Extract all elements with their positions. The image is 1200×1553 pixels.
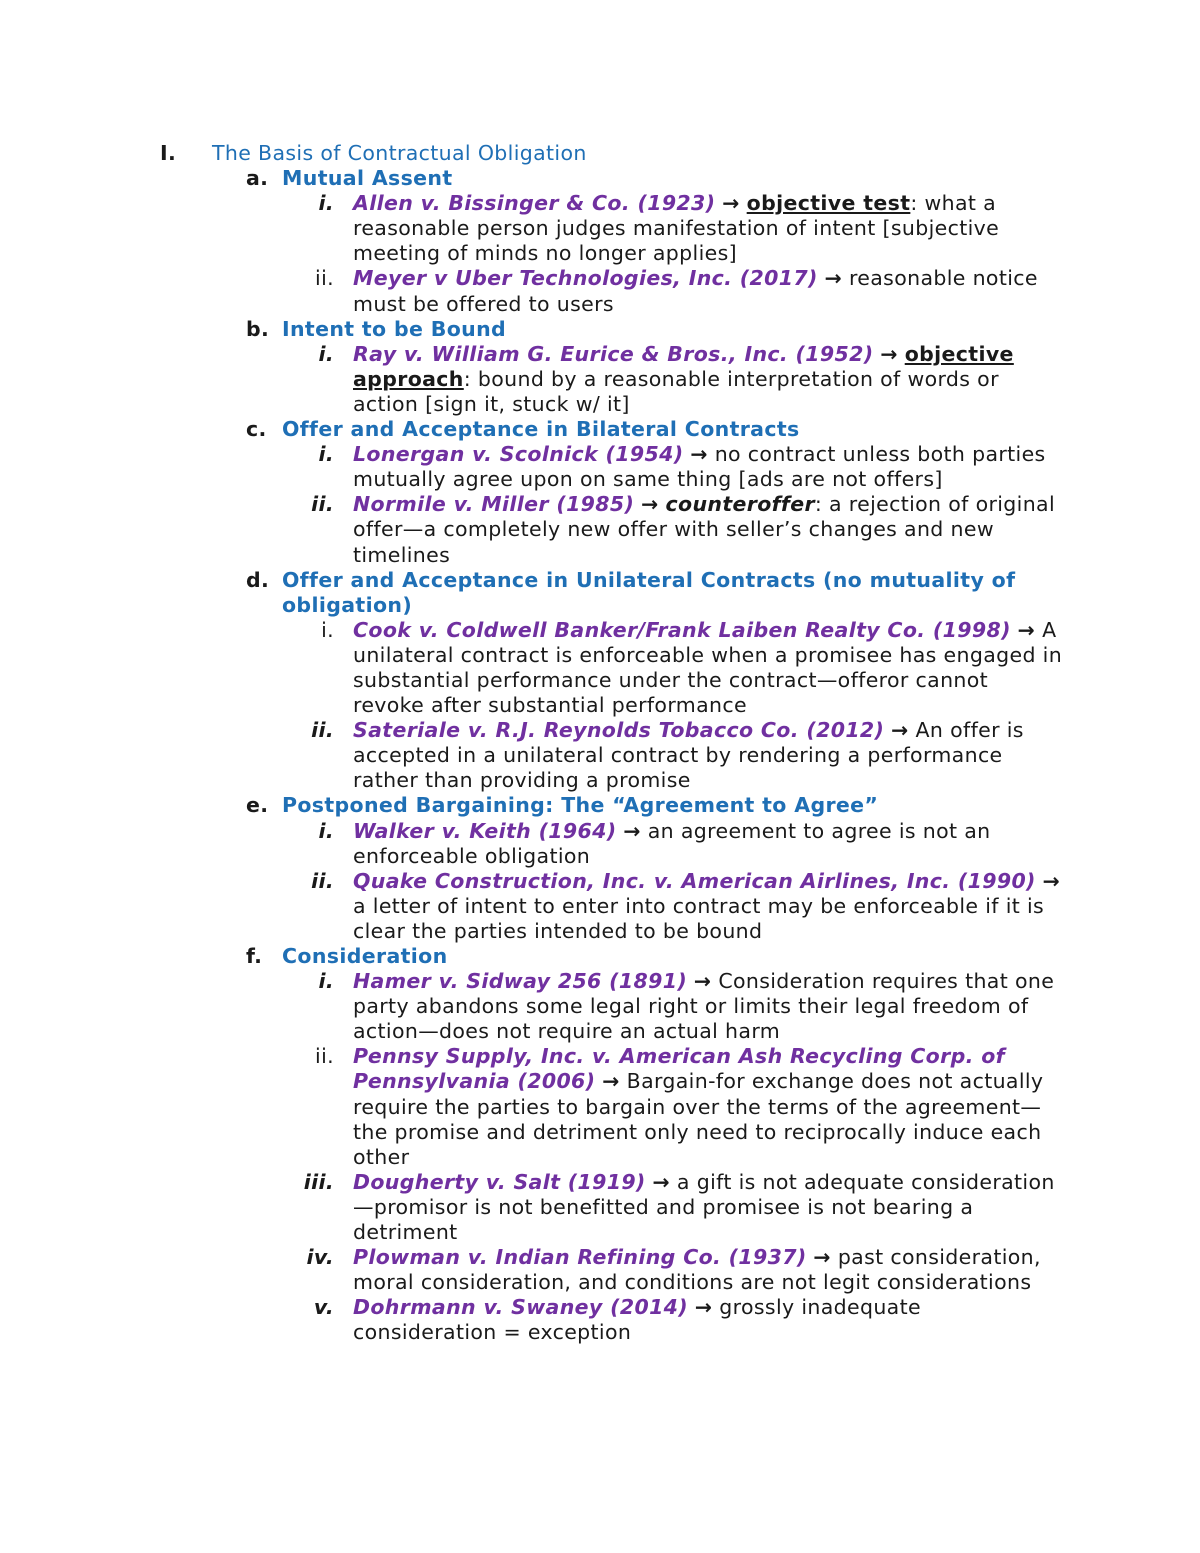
section-title: Intent to be Bound (282, 316, 507, 341)
case-name: Normile v. Miller (1985) (353, 492, 635, 517)
case-numeral: ii. (311, 492, 334, 517)
case-text (353, 969, 1063, 1044)
case-text (353, 1170, 1063, 1245)
arrow-icon: → (690, 442, 708, 467)
outline-level-1 (0, 141, 1200, 166)
case-text (353, 342, 1063, 417)
case-name: Plowman v. Indian Refining Co. (1937) (353, 1245, 807, 1270)
case-name: Allen v. Bissinger & Co. (1923) (353, 191, 716, 216)
case-item (0, 718, 1200, 793)
section-letter: f. (246, 944, 263, 968)
section-letter: c. (246, 417, 267, 442)
case-item (0, 492, 1200, 567)
section-e (0, 793, 1200, 818)
case-summary: past consideration, moral consideration, and conditions are not legit considerations (353, 1245, 1041, 1295)
section-title: Postponed Bargaining: The “Agreement to Agree” (282, 793, 879, 818)
section-title: Offer and Acceptance in Bilateral Contracts (282, 417, 800, 442)
case-summary: no contract unless both parties mutually agree upon on same thing [ads are not offers] (353, 442, 1046, 492)
case-name: Ray v. William G. Eurice & Bros., Inc. (1952) (353, 341, 874, 366)
arrow-icon: → (641, 492, 659, 517)
case-summary: Bargain-for exchange does not actually require the parties to bargain over the terms of the agreement—the promise and detriment only need to reciprocally induce each other (353, 1069, 1044, 1169)
case-item (0, 1245, 1200, 1295)
arrow-icon: → (652, 1169, 671, 1194)
case-text (353, 1044, 1063, 1169)
case-text (353, 819, 1063, 869)
case-numeral: ii. (311, 868, 334, 893)
case-text (353, 1245, 1063, 1295)
case-text (353, 869, 1063, 944)
case-numeral: i. (318, 191, 334, 216)
arrow-icon: → (813, 1245, 831, 1270)
arrow-icon: → (623, 818, 641, 843)
section-c (0, 417, 1200, 442)
case-summary: grossly inadequate consideration = exception (353, 1295, 921, 1345)
arrow-icon: → (694, 1295, 713, 1320)
case-summary: a gift is not adequate consideration—promisor is not benefitted and promisee is not bearing a detriment (353, 1169, 1055, 1245)
case-name: Sateriale v. R.J. Reynolds Tobacco Co. (2012) (353, 718, 885, 743)
case-item (0, 1044, 1200, 1169)
section-title: Mutual Assent (282, 166, 453, 191)
case-name: Dohrmann v. Swaney (2014) (353, 1295, 689, 1320)
case-item (0, 618, 1200, 718)
case-summary: reasonable notice must be offered to users (353, 266, 1038, 316)
arrow-icon: → (1042, 868, 1061, 893)
case-item (0, 442, 1200, 492)
case-summary: : what a reasonable person judges manifestation of intent [subjective meeting of minds no longer applies] (353, 191, 1000, 266)
case-name: Hamer v. Sidway 256 (1891) (353, 969, 688, 994)
case-item (0, 1295, 1200, 1345)
case-numeral: ii. (315, 266, 334, 291)
case-name: Quake Construction, Inc. v. American Airlines, Inc. (1990) (353, 868, 1036, 893)
key-term: counteroffer (665, 492, 815, 517)
case-numeral: i. (318, 818, 334, 843)
case-text (353, 442, 1063, 492)
key-term: objective test (746, 191, 911, 216)
case-summary: an agreement to agree is not an enforceable obligation (353, 818, 991, 868)
case-numeral: ii. (311, 718, 334, 743)
section-letter: d. (246, 567, 270, 592)
section-d (0, 568, 1200, 618)
section-a (0, 166, 1200, 191)
arrow-icon: → (891, 718, 909, 743)
case-name: Dougherty v. Salt (1919) (353, 1169, 646, 1194)
arrow-icon: → (693, 969, 712, 994)
case-text (353, 718, 1063, 793)
arrow-icon: → (880, 341, 898, 366)
case-summary: : a rejection of original offer—a completely new offer with seller’s changes and new timelines (353, 492, 1056, 567)
section-letter: e. (246, 793, 269, 818)
case-item (0, 191, 1200, 266)
case-text (353, 191, 1063, 266)
section-f (0, 944, 1200, 969)
case-item (0, 342, 1200, 417)
case-name: Pennsy Supply, Inc. v. American Ash Recycling Corp. of Pennsylvania (2006) (353, 1044, 1005, 1094)
case-numeral: i. (318, 969, 334, 994)
case-name: Lonergan v. Scolnick (1954) (353, 442, 684, 467)
section-title: Offer and Acceptance in Unilateral Contracts (no mutuality of obligation) (282, 567, 1016, 617)
case-text (353, 1295, 1063, 1345)
case-numeral: i. (318, 442, 334, 467)
case-summary: An offer is accepted in a unilateral contract by rendering a performance rather than providing a promise (353, 718, 1024, 793)
roman-numeral: I. (160, 141, 177, 165)
case-name: Meyer v Uber Technologies, Inc. (2017) (353, 266, 818, 291)
case-numeral: v. (313, 1295, 334, 1320)
case-item (0, 869, 1200, 944)
case-summary: : bound by a reasonable interpretation of words or action [sign it, stuck w/ it] (353, 366, 999, 416)
section-title: Consideration (282, 944, 448, 968)
case-numeral: iv. (306, 1245, 334, 1270)
case-text (353, 618, 1063, 718)
case-numeral: i. (318, 341, 334, 366)
section-letter: b. (246, 316, 270, 341)
key-term: objective approach (353, 341, 1014, 391)
arrow-icon: → (1017, 617, 1036, 642)
case-summary: Consideration requires that one party abandons some legal right or limits their legal freedom of action—does not require an actual harm (353, 969, 1055, 1044)
case-summary: a letter of intent to enter into contract may be enforceable if it is clear the parties intended to be bound (353, 893, 1045, 943)
case-item (0, 819, 1200, 869)
arrow-icon: → (824, 266, 843, 291)
case-item (0, 969, 1200, 1044)
case-summary: A unilateral contract is enforceable when a promisee has engaged in substantial performance under the contract—offeror cannot revoke after substantial performance (353, 617, 1063, 718)
section-letter: a. (246, 166, 269, 191)
case-name: Cook v. Coldwell Banker/Frank Laiben Realty Co. (1998) (353, 617, 1011, 642)
case-text (353, 266, 1063, 316)
case-numeral: iii. (303, 1169, 334, 1194)
case-text (353, 492, 1063, 567)
arrow-icon: → (602, 1069, 620, 1094)
document-page (0, 141, 1200, 1346)
section-b (0, 317, 1200, 342)
case-name: Walker v. Keith (1964) (353, 818, 617, 843)
case-numeral: ii. (315, 1044, 334, 1069)
case-item (0, 1170, 1200, 1245)
case-item (0, 266, 1200, 316)
arrow-icon: → (722, 191, 740, 216)
outline-title: The Basis of Contractual Obligation (212, 141, 587, 165)
case-numeral: i. (321, 617, 334, 642)
